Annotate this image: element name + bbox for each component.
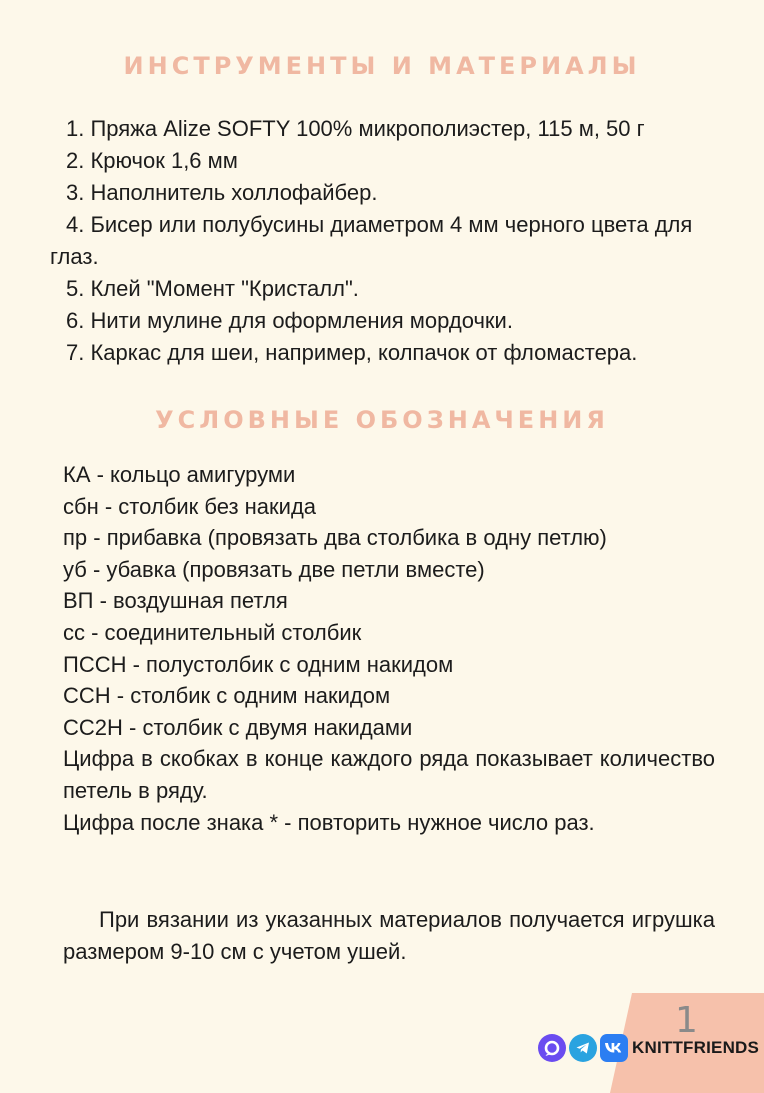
- materials-item: 2. Крючок 1,6 мм: [66, 148, 238, 173]
- legend-item: уб - убавка (провязать две петли вместе): [63, 556, 485, 582]
- legend-list: [63, 459, 715, 838]
- legend-item: СС2Н - столбик с двумя накидами: [63, 714, 413, 740]
- legend-item: ССН - столбик с одним накидом: [63, 683, 391, 709]
- materials-item: 7. Каркас для шеи, например, колпачок от фломастера.: [66, 340, 638, 365]
- materials-title: ИНСТРУМЕНТЫ И МАТЕРИАЛЫ: [123, 52, 641, 80]
- telegram-icon[interactable]: [569, 1034, 597, 1062]
- page-number: 1: [675, 1000, 698, 1041]
- legend-item: Цифра в скобках в конце каждого ряда показывает количество петель в ряду.: [63, 746, 715, 803]
- legend-item: ПССН - полустолбик с одним накидом: [63, 651, 454, 677]
- materials-list: [50, 113, 720, 369]
- legend-title: УСЛОВНЫЕ ОБОЗНАЧЕНИЯ: [155, 406, 609, 434]
- materials-item: 6. Нити мулине для оформления мордочки.: [66, 308, 513, 333]
- legend-item: пр - прибавка (провязать два столбика в одну петлю): [63, 525, 607, 551]
- max-messenger-icon[interactable]: [538, 1034, 566, 1062]
- legend-item: КА - кольцо амигуруми: [63, 462, 296, 487]
- legend-item: Цифра после знака * - повторить нужное число раз.: [63, 809, 595, 835]
- brand-badge[interactable]: [538, 1033, 759, 1063]
- size-note: При вязании из указанных материалов получается игрушка размером 9-10 см с учетом ушей.: [63, 907, 715, 964]
- materials-item: 1. Пряжа Alize SOFTY 100% микрополиэстер, 115 м, 50 г: [66, 116, 645, 141]
- legend-item: ВП - воздушная петля: [63, 588, 288, 614]
- legend-item: сбн - столбик без накида: [63, 493, 317, 519]
- materials-item: 4. Бисер или полубусины диаметром 4 мм черного цвета для глаз.: [50, 212, 693, 269]
- brand-name: KNITTFRIENDS: [632, 1038, 760, 1057]
- materials-item: 3. Наполнитель холлофайбер.: [66, 180, 378, 205]
- legend-item: сс - соединительный столбик: [63, 619, 362, 645]
- materials-item: 5. Клей "Момент "Кристалл".: [66, 276, 359, 301]
- vk-icon[interactable]: [600, 1034, 628, 1062]
